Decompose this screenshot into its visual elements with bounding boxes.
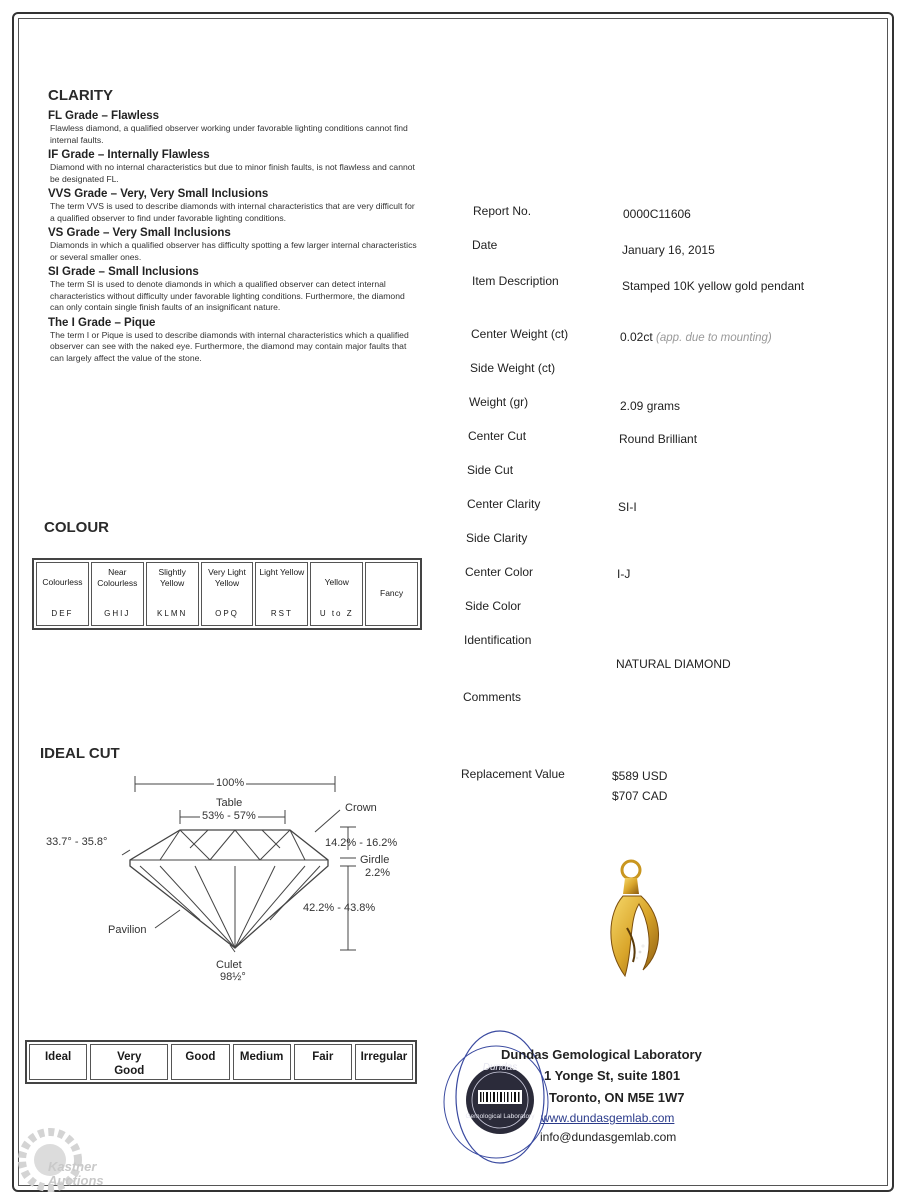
field-value-report-no: 0000C11606: [623, 207, 691, 221]
clarity-heading: CLARITY: [48, 87, 113, 104]
lab-email: info@dundasgemlab.com: [540, 1130, 677, 1144]
colour-cell: [255, 562, 308, 626]
clarity-grade-vvs-desc: The term VVS is used to describe diamonds with internal characteristics that are very difficult for a qualified observer to find under favorable lighting conditions.: [50, 201, 415, 223]
colour-cell-label: Fancy: [380, 587, 404, 598]
clarity-grade-if-title: IF Grade – Internally Flawless: [48, 149, 210, 161]
clarity-grade-fl-desc: Flawless diamond, a qualified observer working under favorable lighting conditions cannot find internal faults.: [50, 123, 408, 145]
colour-cell-label: Colourless: [42, 577, 83, 587]
cut-grade-cell: Very Good: [90, 1044, 168, 1080]
colour-cell-letters: RST: [270, 609, 293, 618]
lab-address-line1: 1 Yonge St, suite 1801: [544, 1068, 681, 1083]
field-label-weight: Weight (gr): [469, 395, 529, 409]
field-label-center-weight: Center Weight (ct): [471, 327, 569, 341]
field-label-side-clarity: Side Clarity: [466, 531, 528, 545]
colour-cell-label: Light Yellow: [259, 567, 305, 577]
cut-culet-value: 98½°: [220, 971, 246, 983]
field-value-center-clarity: SI-I: [618, 500, 637, 514]
field-value-date: January 16, 2015: [622, 243, 715, 257]
field-label-identification: Identification: [464, 633, 532, 647]
colour-cell-letters: U to Z: [319, 609, 354, 618]
field-label-comments: Comments: [463, 690, 522, 704]
colour-cell-label: Slightly Yellow: [158, 567, 186, 588]
clarity-grade-vs-desc: Diamonds in which a qualified observer has difficulty spotting a few larger internal characteristics or several smaller ones.: [50, 240, 417, 262]
field-label-center-cut: Center Cut: [468, 429, 527, 443]
cut-pavilion-depth: 42.2% - 43.8%: [303, 902, 376, 914]
colour-cell: [36, 562, 89, 626]
field-value-weight: 2.09 grams: [620, 399, 681, 413]
colour-cell: [310, 562, 363, 626]
lab-name: Dundas Gemological Laboratory: [501, 1047, 702, 1062]
colour-cell: [365, 562, 418, 626]
cut-crown-angle: 33.7° - 35.8°: [46, 836, 108, 848]
field-label-center-color: Center Color: [465, 565, 534, 579]
cut-pavilion-label: Pavilion: [108, 924, 147, 936]
clarity-grade-if-desc: Diamond with no internal characteristics but due to minor finish faults, is not flawless and cannot be designated FL.: [50, 162, 415, 184]
field-label-item-description: Item Description: [472, 274, 559, 288]
lab-website-link[interactable]: www.dundasgemlab.com: [541, 1111, 675, 1125]
cut-crown-label: Crown: [345, 802, 377, 814]
center-weight-note: (app. due to mounting): [656, 332, 772, 344]
colour-cell: [146, 562, 199, 626]
field-label-side-weight: Side Weight (ct): [470, 361, 556, 375]
cut-culet-label: Culet: [216, 959, 242, 971]
field-label-side-cut: Side Cut: [467, 463, 514, 477]
cut-grade-cell: Ideal: [29, 1044, 87, 1080]
field-value-identification: NATURAL DIAMOND: [616, 657, 731, 671]
colour-cell-label: Near Colourless: [97, 567, 138, 588]
colour-cell: [91, 562, 144, 626]
clarity-grade-si-title: SI Grade – Small Inclusions: [48, 266, 199, 278]
ideal-cut-heading: IDEAL CUT: [40, 745, 120, 762]
cut-table-range: 53% - 57%: [202, 810, 256, 822]
colour-cell-letters: KLMN: [157, 609, 188, 618]
cut-grade-cell: Medium: [233, 1044, 291, 1080]
field-label-center-clarity: Center Clarity: [467, 497, 541, 511]
clarity-grade-si-desc: The term SI is used to denote diamonds in which a qualified observer can detect internal characteristics without difficulty under favorable lighting conditions. Furthermore, the diamond can only contain single finish faults of an insignificant nature.: [50, 279, 405, 312]
cut-width-label: 100%: [216, 777, 245, 789]
field-value-replacement-usd: $589 USD: [612, 769, 668, 783]
cut-crown-height: 14.2% - 16.2%: [325, 837, 398, 849]
colour-heading: COLOUR: [44, 519, 109, 536]
cut-grade-table: [25, 1040, 417, 1084]
colour-cell-letters: OPQ: [215, 609, 239, 618]
colour-cell-letters: DEF: [51, 609, 74, 618]
lab-seal: [438, 1022, 563, 1172]
pendant-photo: [603, 858, 673, 983]
clarity-grade-vs-title: VS Grade – Very Small Inclusions: [48, 227, 231, 239]
colour-cell: [201, 562, 254, 626]
watermark-line1: Kastner: [48, 1159, 97, 1174]
field-value-replacement-cad: $707 CAD: [612, 789, 668, 803]
cut-grade-cell: Fair: [294, 1044, 352, 1080]
colour-cell-label: Yellow: [324, 577, 349, 587]
field-label-date: Date: [472, 238, 498, 252]
field-label-side-color: Side Color: [465, 599, 522, 613]
field-label-replacement-value: Replacement Value: [461, 767, 565, 781]
clarity-grade-vvs-title: VVS Grade – Very, Very Small Inclusions: [48, 188, 269, 200]
cut-grade-cell: Good: [171, 1044, 229, 1080]
field-value-center-weight: [620, 330, 772, 344]
clarity-grade-fl-title: FL Grade – Flawless: [48, 110, 160, 122]
cut-grade-cell: Irregular: [355, 1044, 413, 1080]
auction-watermark-text: [48, 1160, 104, 1188]
seal-top-text: Dundas: [482, 1062, 518, 1073]
clarity-grade-i-title: The I Grade – Pique: [48, 316, 156, 329]
cut-table-label: Table: [216, 797, 243, 809]
watermark-line2: Auctions: [48, 1173, 104, 1188]
clarity-grade-i-desc: The term I or Pique is used to describe diamonds with internal characteristics which a qualified observer can see with the naked eye. Furthermore, the diamond may contain major faults that can largely affect the value of the stone.: [50, 329, 409, 363]
clarity-section: [48, 87, 428, 366]
colour-cell-label: Very Light Yellow: [208, 567, 246, 588]
seal-number: 59566: [490, 1104, 510, 1111]
cut-girdle-value: 2.2%: [365, 867, 391, 879]
cut-girdle-label: Girdle: [360, 854, 390, 866]
field-label-report-no: Report No.: [473, 204, 532, 218]
field-value-item-description: Stamped 10K yellow gold pendant: [622, 279, 805, 293]
center-weight-value: 0.02ct: [620, 330, 653, 344]
colour-scale-table: [32, 558, 422, 630]
colour-cell-letters: GHIJ: [104, 609, 131, 618]
field-value-center-color: I-J: [617, 567, 631, 581]
seal-bottom-text: Gemological Laboratory: [465, 1113, 535, 1120]
field-value-center-cut: Round Brilliant: [619, 432, 698, 446]
lab-address-line2: Toronto, ON M5E 1W7: [549, 1090, 685, 1105]
